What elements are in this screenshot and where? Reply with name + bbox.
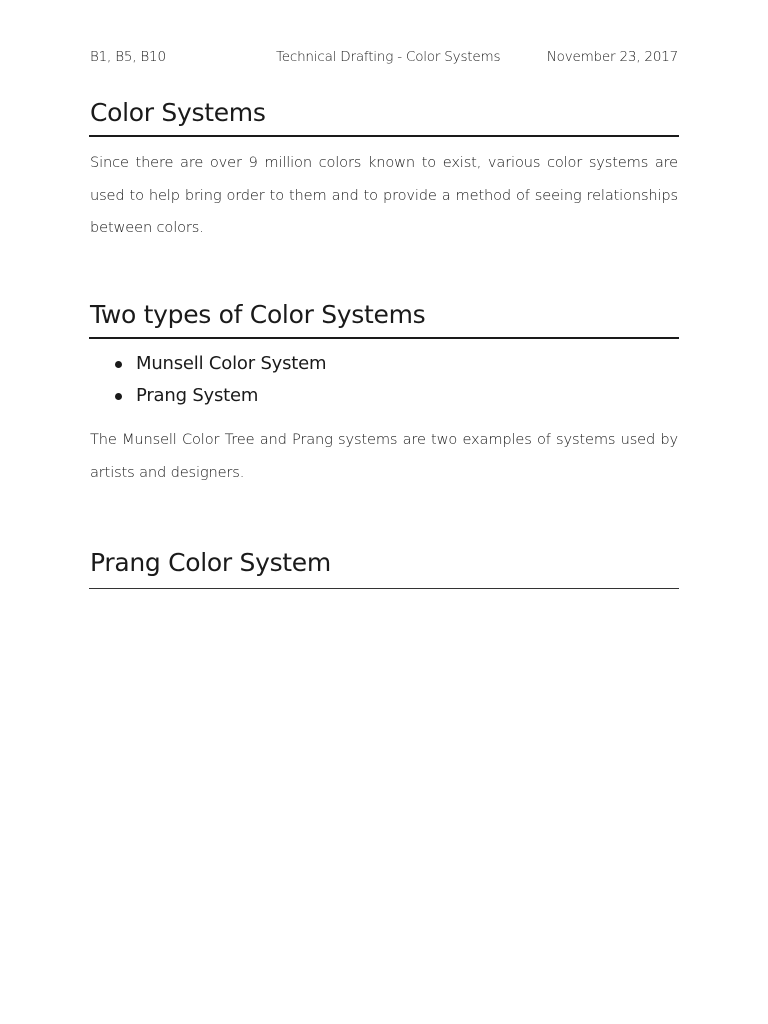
list-item [90,380,326,412]
paragraph-color-systems-intro: Since there are over 9 million colors known to exist, various color systems are used to help bring order to them and to provide a method of seeing relationships between colors. [90,154,678,236]
section-heading-two-types: Two types of Color Systems [90,300,426,329]
bullet-icon [115,361,122,368]
list-item-label: Prang System [136,385,259,406]
list-item [90,348,326,380]
document-page [90,0,679,1024]
paragraph-munsell-prang: The Munsell Color Tree and Prang systems are two examples of systems used by artists and designers. [90,431,678,481]
heading-rule [89,588,679,589]
header-section-codes: B1, B5, B10 [90,49,166,65]
header-document-title: Technical Drafting - Color Systems [276,49,501,65]
section-heading-prang: Prang Color System [90,548,331,577]
heading-rule [89,337,679,339]
section-heading-color-systems: Color Systems [90,98,266,127]
running-header [90,49,679,69]
list-item-label: Munsell Color System [136,353,327,374]
bullet-icon [115,393,122,400]
header-date: November 23, 2017 [546,49,678,65]
heading-rule [89,135,679,137]
color-systems-list [90,348,326,412]
